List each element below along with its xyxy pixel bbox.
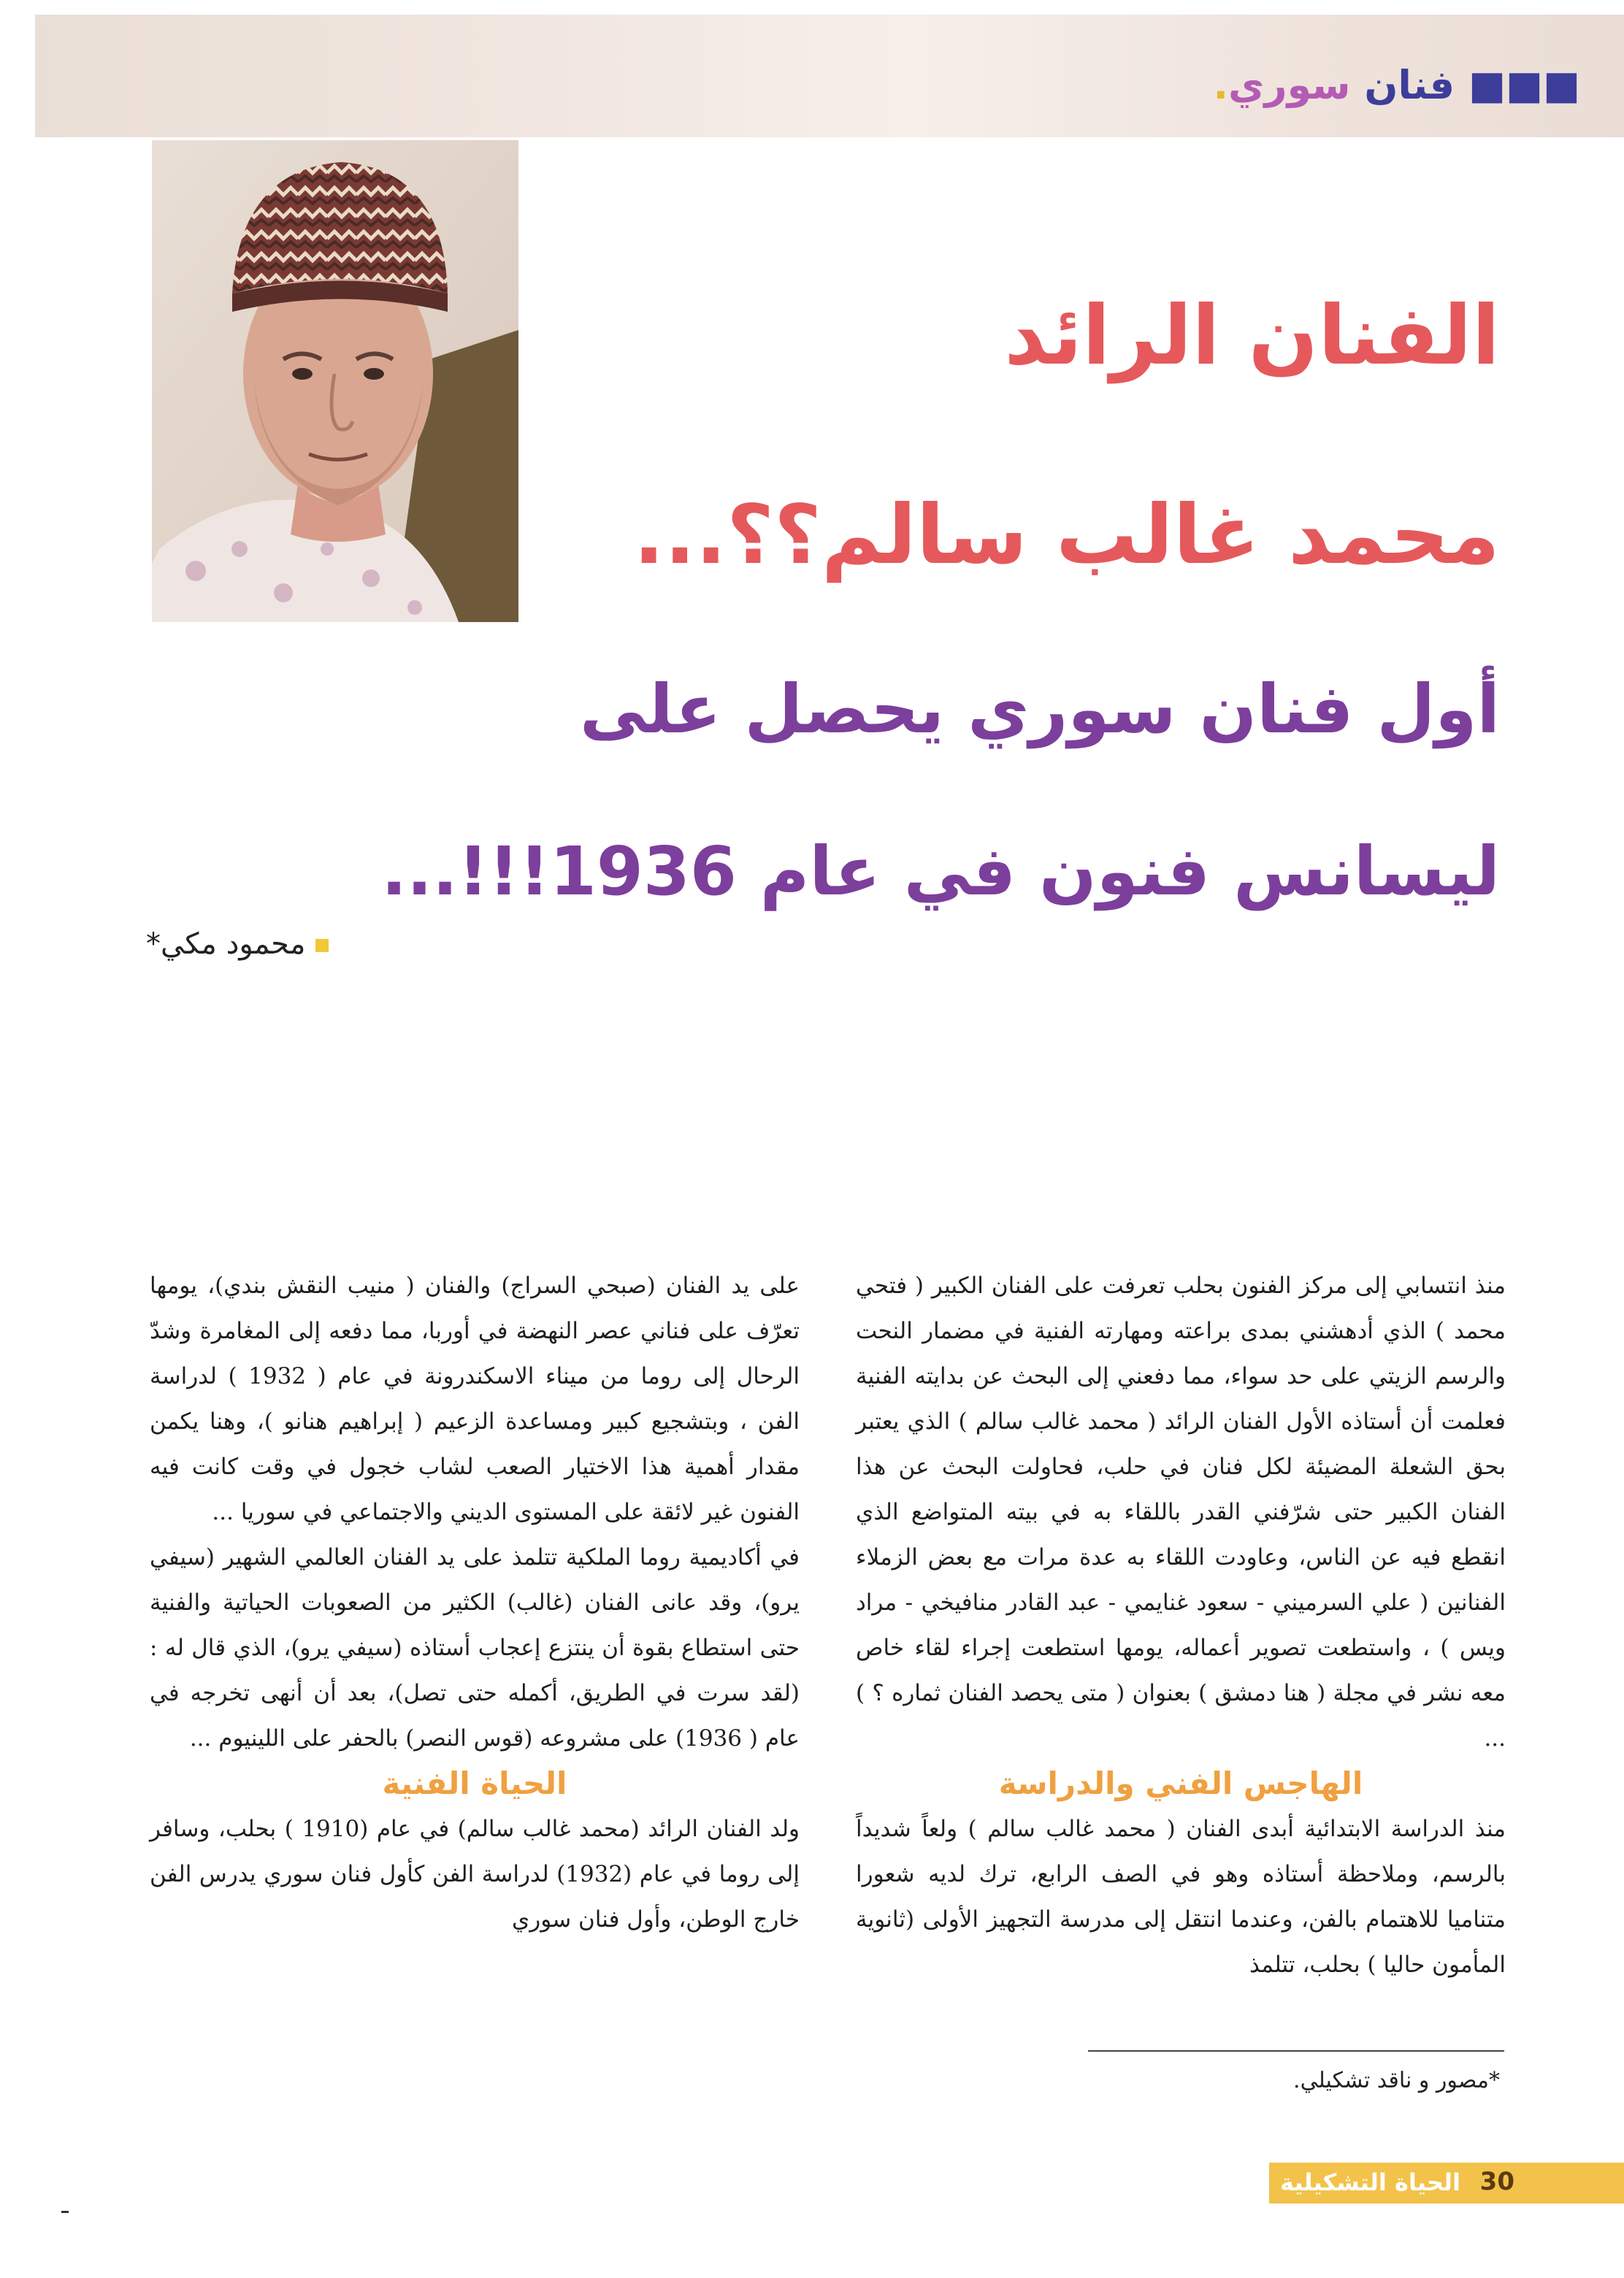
paragraph: على يد الفنان (صبحي السراج) والفنان ( منيب النقش بندي)، يومها تعرّف على فناني عصر النهضة في أوربا، مما دفعه إلى المغامرة وشدّ الرحال إلى روما من ميناء الاسكندرونة في عام ( 1932 ) لدراسة الفن ، وبتشجيع كبير ومساعدة الزعيم ( إبراهيم هنانو )، وهنا يكمن مقدار أهمية هذا الاختيار الصعب لشاب خجول في وقت كانت فيه الفنون غير لائقة على المستوى الديني والاجتماعي في سوريا ... bbox=[150, 1273, 800, 1525]
headline-line-4: ليسانس فنون في عام 1936!!!... bbox=[381, 832, 1500, 910]
subheading: الهاجس الفني والدراسة bbox=[998, 1765, 1363, 1801]
subheading: الحياة الفنية bbox=[382, 1765, 567, 1801]
scan-speck bbox=[61, 2211, 69, 2213]
article-column-left bbox=[150, 1263, 800, 1942]
section-dots: ■■■ bbox=[1468, 62, 1580, 108]
author-name: محمود مكي* bbox=[146, 927, 306, 961]
paragraph: منذ انتسابي إلى مركز الفنون بحلب تعرفت على الفنان الكبير ( فتحي محمد ) الذي أدهشني بمدى براعته ومهارته الفنية في مضمار النحت والرسم الزيتي على حد سواء، مما دفعني إلى البحث عن بدايته الفنية فعلمت أن أستاذه الأول الفنان الرائد ( محمد غالب سالم ) الذي يعتبر بحق الشعلة المضيئة لكل فنان في حلب، فحاولت البحث عن هذا الفنان الكبير حتى شرّفني القدر باللقاء به في بيته المتواضع الذي انقطع فيه عن الناس، وعاودت اللقاء به عدة مرات مع بعض الزملاء الفنانين ( علي السرميني - سعود غنايمي - عبد القادر منافيخي - مراد ويس ) ، واستطعت تصوير أعماله، يومها استطعت إجراء لقاء خاص معه نشر في مجلة ( هنا دمشق ) بعنوان ( متى يحصد الفنان ثماره ؟ ) ... bbox=[856, 1273, 1506, 1752]
byline-square-icon bbox=[315, 939, 329, 952]
footnote-rule bbox=[1088, 2050, 1504, 2052]
headline-line-2: محمد غالب سالم؟؟... bbox=[633, 488, 1500, 583]
paragraph: ولد الفنان الرائد (محمد غالب سالم) في عام (1910 ) بحلب، وسافر إلى روما في عام (1932) لدراسة الفن كأول فنان سوري يدرس الفن خارج الوطن، وأول فنان سوري bbox=[150, 1816, 800, 1933]
artist-portrait bbox=[152, 140, 518, 622]
paragraph: في أكاديمية روما الملكية تتلمذ على يد الفنان العالمي الشهير (سيفي يرو)، وقد عانى الفنان (غالب) الكثير من الصعوبات الحياتية والفنية حتى استطاع بقوة أن ينتزع إعجاب أستاذه (سيفي يرو)، الذي قال له : (لقد سرت في الطريق، أكمله حتى تصل)، بعد أن أنهى تخرجه في عام ( 1936) على مشروعه (قوس النصر) بالحفر على اللينيوم ... bbox=[150, 1544, 800, 1752]
headline-line-3: أول فنان سوري يحصل على bbox=[579, 670, 1500, 748]
author-byline bbox=[146, 927, 329, 961]
paragraph: منذ الدراسة الابتدائية أبدى الفنان ( محمد غالب سالم ) ولعاً شديداً بالرسم، وملاحظة أستاذه وهو في الصف الرابع، ترك لديه شعورا متناميا للاهتمام بالفن، وعندما انتقل إلى مدرسة التجهيز الأولى (ثانوية المأمون حاليا ) بحلب، تتلمذ bbox=[856, 1816, 1506, 1978]
headline-line-1: الفنان الرائد bbox=[1004, 288, 1500, 383]
footnote: *مصور و ناقد تشكيلي. bbox=[1293, 2068, 1500, 2093]
article-column-right bbox=[856, 1263, 1506, 1987]
page-number: 30 bbox=[1479, 2167, 1514, 2196]
page-footer-band bbox=[1269, 2163, 1624, 2204]
section-label bbox=[1213, 60, 1580, 111]
magazine-name: الحياة التشكيلية bbox=[1280, 2168, 1460, 2196]
section-word-2: سوري bbox=[1227, 62, 1351, 108]
section-word-1: فنان bbox=[1364, 62, 1455, 108]
section-dot-end: . bbox=[1213, 62, 1228, 108]
